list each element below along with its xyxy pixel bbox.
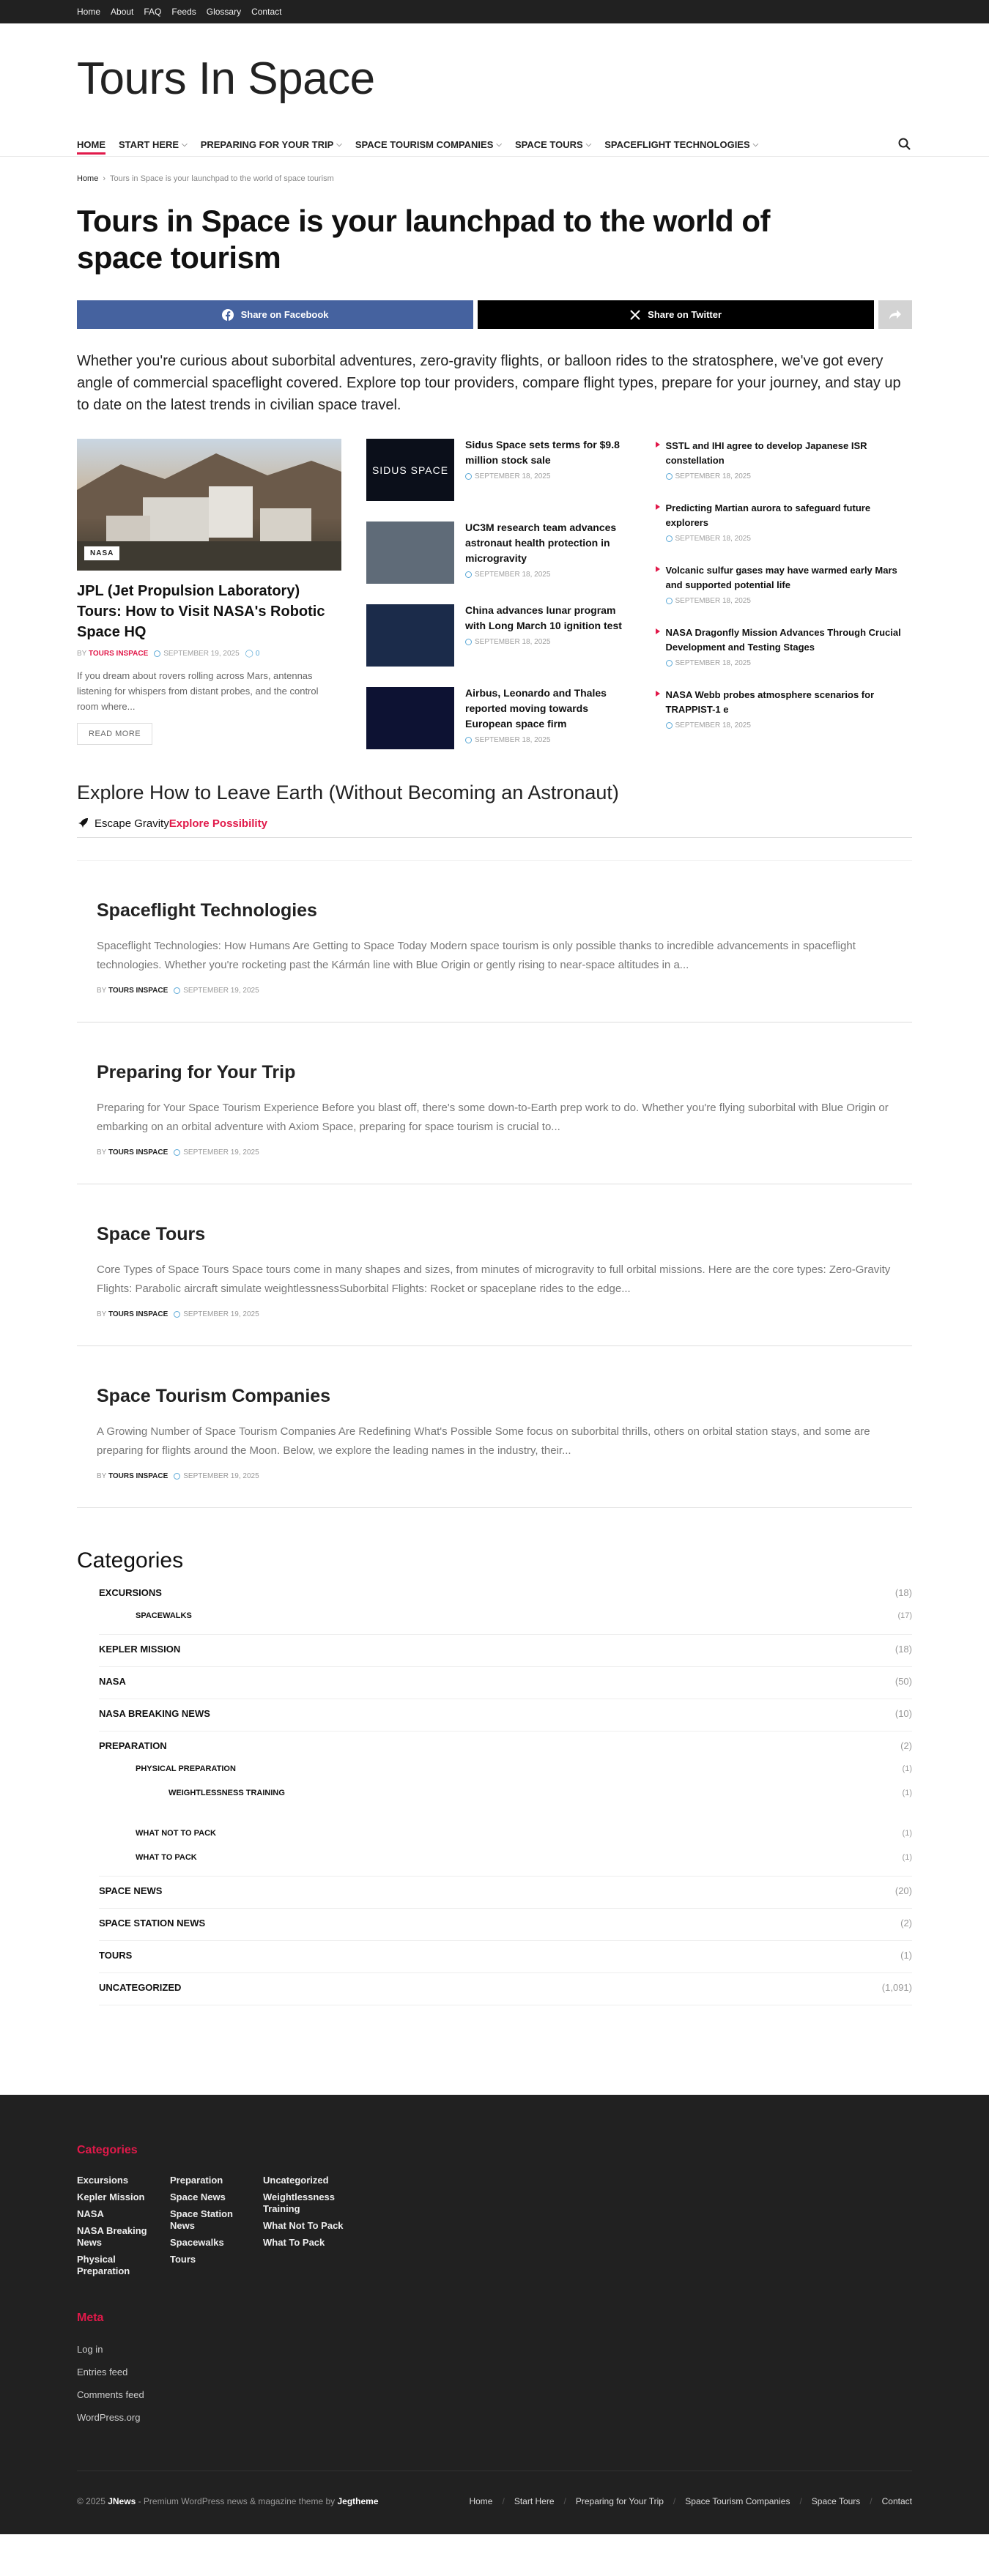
category-item[interactable]: WEIGHTLESSNESS TRAINING (1) xyxy=(168,1789,912,1797)
tab-explore-possibility[interactable]: Explore Possibility xyxy=(168,817,267,830)
site-header xyxy=(0,23,989,132)
category-count: (18) xyxy=(894,1587,912,1598)
card-meta: BY TOURS INSPACE SEPTEMBER 19, 2025 xyxy=(97,987,259,995)
clock-icon xyxy=(666,473,673,480)
clock-icon xyxy=(174,987,180,994)
footer-meta-link[interactable]: Comments feed xyxy=(77,2389,144,2400)
comment-icon: ◯ xyxy=(245,650,253,658)
footer-meta-link[interactable]: WordPress.org xyxy=(77,2412,141,2423)
category-count: (1) xyxy=(900,1950,912,1961)
breadcrumb-current: Tours in Space is your launchpad to the world of space tourism xyxy=(110,174,334,183)
category-item[interactable]: KEPLER MISSION (18) xyxy=(99,1644,912,1655)
card-excerpt: Core Types of Space Tours Space tours come in many shapes and sizes, from minutes of microgravity to full orbital missions. Here are the core types: Zero-Gravity Flights: Parabolic aircraft simulate weightlessnessSuborbital Flights: Rocket or spaceplane rides to the edge... xyxy=(97,1263,891,1295)
category-count: (2) xyxy=(900,1918,912,1929)
nav-item-space-tourism-companies[interactable]: SPACE TOURISM COMPANIES ⌵ xyxy=(355,138,502,150)
side-post[interactable] xyxy=(656,626,913,688)
footer-category-link[interactable]: Space Station News xyxy=(170,2208,233,2231)
category-item[interactable]: SPACE NEWS (20) xyxy=(99,1885,912,1896)
category-count: (1) xyxy=(902,1764,912,1773)
category-item[interactable]: UNCATEGORIZED (1,091) xyxy=(99,1982,912,1993)
clock-icon xyxy=(174,1473,180,1480)
footer-category-link[interactable]: Excursions xyxy=(77,2175,129,2186)
post-date: SEPTEMBER 18, 2025 xyxy=(666,472,913,480)
category-item[interactable]: WHAT NOT TO PACK (1) xyxy=(136,1829,912,1838)
share-facebook-label: Share on Facebook xyxy=(240,309,329,320)
topbar-link-home[interactable]: Home xyxy=(77,7,101,17)
category-item[interactable]: WHAT TO PACK (1) xyxy=(136,1853,912,1862)
category-item[interactable]: PHYSICAL PREPARATION (1) xyxy=(136,1764,912,1773)
side-post-title[interactable]: NASA Webb probes atmosphere scenarios for TRAPPIST-1 e xyxy=(665,689,875,715)
mini-post-title[interactable]: China advances lunar program with Long March 10 ignition test xyxy=(465,604,622,631)
main-nav xyxy=(0,132,989,157)
nav-item-preparing-for-your-trip[interactable]: PREPARING FOR YOUR TRIP ⌵ xyxy=(200,138,342,150)
intro-text: Whether you're curious about suborbital adventures, zero-gravity flights, or balloon rides to the stratosphere, we've got every angle of commercial spaceflight covered. Explore top tour providers, compare flight types, prepare for your journey, and stay up to date on the latest trends in civilian space travel. xyxy=(77,353,901,413)
category-count: (1) xyxy=(902,1853,912,1862)
footer-nav-link[interactable]: Space Tourism Companies xyxy=(685,2496,790,2506)
author-link[interactable]: TOURS INSPACE xyxy=(108,1148,168,1157)
clock-icon xyxy=(174,1149,180,1156)
explore-tabs xyxy=(77,814,912,832)
nav-item-start-here[interactable]: START HERE ⌵ xyxy=(119,138,188,150)
topbar-link-contact[interactable]: Contact xyxy=(251,7,282,17)
category-item[interactable]: PREPARATION (2) xyxy=(99,1740,912,1751)
card-title[interactable]: Space Tourism Companies xyxy=(97,1386,331,1406)
category-card xyxy=(77,1022,912,1184)
footer-category-link[interactable]: NASA xyxy=(77,2208,104,2219)
mini-post-title[interactable]: UC3M research team advances astronaut health protection in microgravity xyxy=(465,521,617,564)
categories-heading: Categories xyxy=(77,1548,184,1573)
side-post-title[interactable]: Predicting Martian aurora to safeguard future explorers xyxy=(665,502,871,528)
explore-heading: Explore How to Leave Earth (Without Becoming an Astronaut) xyxy=(77,782,619,803)
card-meta: BY TOURS INSPACE SEPTEMBER 19, 2025 xyxy=(97,1472,259,1480)
category-group xyxy=(99,1674,912,1699)
divider xyxy=(77,837,912,838)
footer-category-link[interactable]: What Not To Pack xyxy=(263,2220,344,2231)
category-group xyxy=(99,1642,912,1667)
post-date: SEPTEMBER 19, 2025 xyxy=(183,1148,259,1157)
comment-count[interactable]: 0 xyxy=(255,650,260,658)
author-link[interactable]: Jegtheme xyxy=(337,2496,379,2506)
post-date: SEPTEMBER 19, 2025 xyxy=(183,1310,259,1318)
topbar-link-faq[interactable]: FAQ xyxy=(144,7,162,17)
post-date: SEPTEMBER 18, 2025 xyxy=(666,721,913,730)
breadcrumb xyxy=(77,157,912,183)
topbar-link-glossary[interactable]: Glossary xyxy=(206,7,242,17)
card-title[interactable]: Space Tours xyxy=(97,1224,206,1244)
card-meta: BY TOURS INSPACE SEPTEMBER 19, 2025 xyxy=(97,1148,259,1157)
footer-nav-link[interactable]: Preparing for Your Trip xyxy=(575,2496,664,2506)
footer-nav-link[interactable]: Contact xyxy=(881,2496,912,2506)
footer-nav-link[interactable]: Home xyxy=(469,2496,493,2506)
category-count: (20) xyxy=(894,1885,912,1896)
main-content xyxy=(77,157,912,2005)
category-item[interactable]: NASA (50) xyxy=(99,1676,912,1687)
separator: / xyxy=(563,2496,566,2506)
top-bar xyxy=(0,0,989,23)
author-link[interactable]: TOURS INSPACE xyxy=(108,987,168,995)
footer xyxy=(0,2095,989,2534)
x-icon xyxy=(630,310,640,320)
category-item[interactable]: SPACEWALKS (17) xyxy=(136,1611,912,1620)
category-item[interactable]: EXCURSIONS (18) xyxy=(99,1587,912,1598)
featured-image[interactable] xyxy=(77,439,341,571)
footer-category-link[interactable]: Spacewalks xyxy=(170,2237,224,2248)
side-post[interactable] xyxy=(656,688,913,750)
category-count: (1,091) xyxy=(881,1982,912,1993)
footer-category-column xyxy=(170,2175,263,2282)
category-count: (2) xyxy=(900,1740,912,1751)
category-group xyxy=(99,1948,912,1973)
category-group xyxy=(99,1707,912,1731)
nav-item-spaceflight-technologies[interactable]: SPACEFLIGHT TECHNOLOGIES ⌵ xyxy=(604,138,759,150)
mini-post-list xyxy=(366,439,630,746)
category-count: (17) xyxy=(897,1611,912,1620)
category-group xyxy=(99,1981,912,2005)
footer-category-link[interactable]: Preparation xyxy=(170,2175,223,2186)
mini-post-body xyxy=(465,439,630,521)
category-item[interactable]: SPACE STATION NEWS (2) xyxy=(99,1918,912,1929)
author-link[interactable]: TOURS INSPACE xyxy=(88,650,149,658)
categories-list xyxy=(77,1586,912,2005)
footer-category-column xyxy=(263,2175,356,2282)
side-post-title[interactable]: Volcanic sulfur gases may have warmed early Mars and supported potential life xyxy=(665,565,897,590)
side-post-title[interactable]: SSTL and IHI agree to develop Japanese ISR constellation xyxy=(665,440,867,466)
footer-meta-link[interactable]: Log in xyxy=(77,2344,103,2355)
featured-excerpt: If you dream about rovers rolling across Mars, antennas listening for whispers from distant probes, and the control room where... xyxy=(77,670,319,712)
category-count: (1) xyxy=(902,1789,912,1797)
clock-icon xyxy=(666,598,673,604)
clock-icon xyxy=(666,660,673,667)
card-meta: BY TOURS INSPACE SEPTEMBER 19, 2025 xyxy=(97,1310,259,1318)
clock-icon xyxy=(465,571,472,578)
author-link[interactable]: TOURS INSPACE xyxy=(108,1310,168,1318)
footer-category-link[interactable]: Kepler Mission xyxy=(77,2191,145,2202)
side-post[interactable] xyxy=(656,501,913,563)
category-group xyxy=(99,1916,912,1941)
category-badge[interactable]: NASA xyxy=(84,546,119,560)
mini-post-body xyxy=(465,604,630,687)
category-item[interactable]: NASA BREAKING NEWS (10) xyxy=(99,1708,912,1719)
footer-category-link[interactable]: Tours xyxy=(170,2254,196,2265)
separator: / xyxy=(502,2496,505,2506)
post-date: SEPTEMBER 18, 2025 xyxy=(666,535,913,543)
mini-post-image[interactable] xyxy=(366,604,454,667)
clock-icon xyxy=(666,722,673,729)
post-date: SEPTEMBER 18, 2025 xyxy=(465,638,630,646)
facebook-icon xyxy=(222,309,234,321)
chevron-right-icon: › xyxy=(103,174,106,183)
topbar-link-about[interactable]: About xyxy=(111,7,134,17)
category-count: (10) xyxy=(894,1708,912,1719)
footer-categories-heading: Categories xyxy=(77,2144,138,2156)
mini-post-image[interactable] xyxy=(366,687,454,749)
mini-post[interactable] xyxy=(366,604,630,687)
post-date: SEPTEMBER 18, 2025 xyxy=(666,597,913,605)
category-item[interactable]: TOURS (1) xyxy=(99,1950,912,1961)
separator: / xyxy=(870,2496,873,2506)
side-post[interactable] xyxy=(656,439,913,501)
category-count: (18) xyxy=(894,1644,912,1655)
clock-icon xyxy=(666,535,673,542)
clock-icon xyxy=(465,639,472,645)
category-card xyxy=(77,1184,912,1346)
footer-category-link[interactable]: NASA Breaking News xyxy=(77,2225,147,2248)
footer-bottom xyxy=(77,2471,912,2506)
mini-post[interactable] xyxy=(366,439,630,521)
card-title[interactable]: Preparing for Your Trip xyxy=(97,1062,296,1083)
footer-category-link[interactable]: Physical Preparation xyxy=(77,2254,130,2276)
search-icon[interactable] xyxy=(897,137,912,152)
category-group xyxy=(99,1884,912,1909)
category-group xyxy=(99,1586,912,1635)
chevron-down-icon: ⌵ xyxy=(585,140,592,149)
card-excerpt: A Growing Number of Space Tourism Companies Are Redefining What's Possible Some focus on suborbital thrills, others on orbital station stays, and some are preparing for flights around the Moon. Below, we explore the leading names in the industry, their... xyxy=(97,1425,870,1457)
separator: / xyxy=(799,2496,802,2506)
mini-post-title[interactable]: Sidus Space sets terms for $9.8 million stock sale xyxy=(465,439,620,466)
footer-meta-list xyxy=(77,2344,912,2423)
footer-category-link[interactable]: What To Pack xyxy=(263,2237,325,2248)
mini-post-image[interactable] xyxy=(366,521,454,584)
side-post[interactable] xyxy=(656,563,913,626)
clock-icon xyxy=(154,650,160,657)
footer-nav-link[interactable]: Start Here xyxy=(514,2496,555,2506)
footer-category-link[interactable]: Weightlessness Training xyxy=(263,2191,336,2214)
author-link[interactable]: TOURS INSPACE xyxy=(108,1472,168,1480)
mini-post-body xyxy=(465,521,630,604)
category-count: (1) xyxy=(902,1829,912,1838)
featured-post xyxy=(77,439,341,746)
category-group xyxy=(99,1739,912,1877)
post-date: SEPTEMBER 18, 2025 xyxy=(465,736,630,744)
card-excerpt: Spaceflight Technologies: How Humans Are Getting to Space Today Modern space tourism is only possible thanks to incredible advancements in spaceflight technologies. Whether you're rocketing past the Kármán line with Blue Origin or gently rising to near-space altitudes in a... xyxy=(97,940,856,971)
share-bar xyxy=(77,300,912,329)
footer-nav xyxy=(469,2496,912,2506)
share-twitter-label: Share on Twitter xyxy=(648,309,722,320)
featured-title[interactable]: JPL (Jet Propulsion Laboratory) Tours: How to Visit NASA's Robotic Space HQ xyxy=(77,583,325,640)
rocket-icon xyxy=(77,817,89,829)
share-more-button[interactable] xyxy=(878,300,912,329)
post-date: SEPTEMBER 18, 2025 xyxy=(465,472,630,480)
category-cards xyxy=(77,861,912,1508)
chevron-down-icon: ⌵ xyxy=(496,140,502,149)
side-post-list xyxy=(656,439,913,746)
topbar-link-feeds[interactable]: Feeds xyxy=(171,7,196,17)
mini-post-body xyxy=(465,687,630,770)
page-title: Tours in Space is your launchpad to the world of space tourism xyxy=(77,204,770,275)
copyright: © 2025 JNews - Premium WordPress news & magazine theme by Jegtheme xyxy=(77,2496,379,2506)
mini-post-image[interactable] xyxy=(366,439,454,501)
chevron-down-icon: ⌵ xyxy=(336,140,342,149)
footer-category-link[interactable]: Uncategorized xyxy=(263,2175,329,2186)
nav-item-space-tours[interactable]: SPACE TOURS ⌵ xyxy=(514,138,592,150)
clock-icon xyxy=(465,473,472,480)
post-date: SEPTEMBER 19, 2025 xyxy=(183,987,259,995)
card-excerpt: Preparing for Your Space Tourism Experience Before you blast off, there's some down-to-Earth prep work to do. Whether you're flying suborbital with Blue Origin or embarking on an orbital adventure with Axiom Space, preparing for space tourism is crucial to... xyxy=(97,1102,889,1133)
share-twitter-button[interactable] xyxy=(478,300,874,329)
site-title[interactable]: Tours In Space xyxy=(77,53,375,104)
featured-meta: BY TOURS INSPACE SEPTEMBER 19, 2025 ◯ 0 xyxy=(77,650,260,658)
share-facebook-button[interactable] xyxy=(77,300,473,329)
nav-item-home[interactable]: HOME xyxy=(77,132,105,157)
post-date: SEPTEMBER 18, 2025 xyxy=(465,571,630,579)
separator: / xyxy=(673,2496,676,2506)
footer-nav-link[interactable]: Space Tours xyxy=(811,2496,861,2506)
clock-icon xyxy=(465,737,472,743)
image-logo-text: SIDUS SPACE xyxy=(371,464,449,476)
category-card xyxy=(77,861,912,1022)
footer-category-column xyxy=(77,2175,170,2282)
mini-post[interactable] xyxy=(366,521,630,604)
post-date: SEPTEMBER 18, 2025 xyxy=(666,659,913,667)
footer-categories xyxy=(77,2175,912,2282)
footer-meta-link[interactable]: Entries feed xyxy=(77,2367,128,2378)
brand-link[interactable]: JNews xyxy=(108,2496,136,2506)
posts-grid xyxy=(77,439,912,746)
post-date: SEPTEMBER 19, 2025 xyxy=(183,1472,259,1480)
read-more-button[interactable]: READ MORE xyxy=(77,723,152,745)
post-date: SEPTEMBER 19, 2025 xyxy=(163,650,240,658)
clock-icon xyxy=(174,1311,180,1318)
footer-category-link[interactable]: Space News xyxy=(170,2191,226,2202)
breadcrumb-home[interactable]: Home xyxy=(77,174,99,183)
category-card xyxy=(77,1346,912,1508)
card-title[interactable]: Spaceflight Technologies xyxy=(97,900,317,921)
chevron-down-icon: ⌵ xyxy=(752,140,759,149)
chevron-down-icon: ⌵ xyxy=(182,140,188,149)
side-post-title[interactable]: NASA Dragonfly Mission Advances Through Crucial Development and Testing Stages xyxy=(665,627,901,653)
tab-escape-gravity[interactable]: Escape Gravity xyxy=(95,817,169,830)
category-count: (50) xyxy=(894,1676,912,1687)
mini-post[interactable] xyxy=(366,687,630,770)
mini-post-title[interactable]: Airbus, Leonardo and Thales reported moving towards European space firm xyxy=(465,687,607,730)
footer-meta-heading: Meta xyxy=(77,2312,104,2324)
share-icon xyxy=(889,309,902,321)
